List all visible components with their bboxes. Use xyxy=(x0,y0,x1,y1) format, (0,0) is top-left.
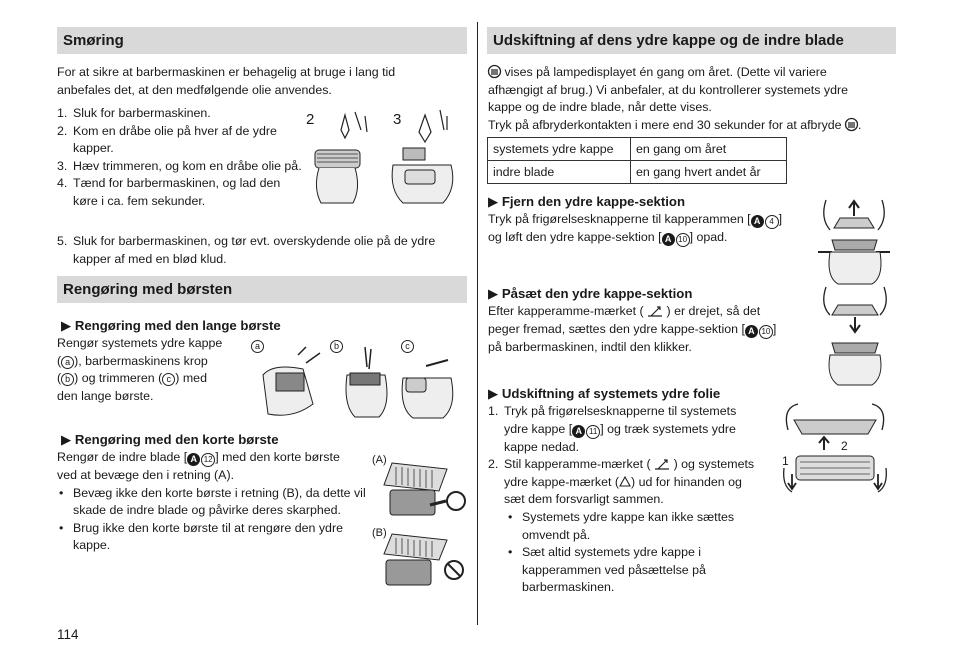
smoring-step-3: 3. Hæv trimmeren, og kom en dråbe olie på. xyxy=(57,158,302,173)
short-brush-prohibited-illustration xyxy=(382,530,467,592)
foil-figure-label-1-left: 1 xyxy=(782,454,789,468)
oil-figure-label-3: 3 xyxy=(393,111,402,128)
column-divider xyxy=(477,22,478,625)
foil-heading: ▶ Udskiftning af systemets ydre folie xyxy=(488,386,721,401)
circle-label-c: c xyxy=(162,373,175,386)
badge-number: 12 xyxy=(201,453,215,467)
foil-steps xyxy=(488,403,773,597)
long-brush-heading: ▶ Rengøring med den lange børste xyxy=(61,318,281,333)
short-brush-heading: ▶ Rengøring med den korte børste xyxy=(61,432,279,447)
badge-a-icon: A xyxy=(572,425,585,438)
smoring-steps xyxy=(57,105,302,211)
section-title-smoring: Smøring xyxy=(57,27,467,54)
long-brush-outer-cap-illustration xyxy=(258,345,328,420)
remove-outer-cap-illustration xyxy=(812,190,897,285)
smoring-step-1: 1. Sluk for barbermaskinen. xyxy=(57,106,211,120)
replacement-schedule-table xyxy=(487,137,787,184)
oil-shaver-head-illustration xyxy=(305,110,385,205)
long-brush-trimmer-illustration xyxy=(398,358,458,420)
triangle-mark-icon xyxy=(619,476,631,487)
shaver-head-lamp-icon xyxy=(845,118,858,131)
badge-number: 11 xyxy=(586,425,600,439)
attach-outer-cap-illustration xyxy=(818,285,893,385)
table-cell: en gang hvert andet år xyxy=(631,161,787,184)
figure-label-B: (B) xyxy=(372,527,387,539)
badge-a-icon: A xyxy=(662,233,675,246)
circle-label-b: b xyxy=(61,373,74,386)
badge-a-icon: A xyxy=(751,215,764,228)
triangle-right-icon: ▶ xyxy=(488,194,499,209)
short-brush-bullet-1: • Bevæg ikke den korte børste i retning (B), da dette vil skade de indre blade og påvirke deres skarphed. xyxy=(59,485,366,518)
udskiftning-intro: vises på lampedisplayet én gang om året. (Dette vil variere afhængigt af brug.) Vi anbefaler, at du kontrollerer systemets ydre kappe og de indre blade, når dette vises. Tryk på afbryderkontakten i mere end 30 sekunder for at afbryde . xyxy=(488,65,862,132)
short-brush-text: Rengør de indre blade [ A 12 ] med den korte børste ved at bevæge den i retning (A). • Bevæg ikke den korte børste i retning (B), da dette vil skade de indre blade og påvirke deres skarphed. • Brug ikke den korte børste til at rengøre den ydre kappe. xyxy=(57,449,367,555)
foil-figure-label-2: 2 xyxy=(841,439,848,453)
frame-mark-icon xyxy=(647,305,663,317)
badge-number: 4 xyxy=(765,215,779,229)
figure-label-a: a xyxy=(251,340,264,353)
foil-step-1: 1. Tryk på frigørelsesknapperne til systemets ydre kappe [ A 11 ] og træk systemets ydre kappe nedad. xyxy=(488,404,737,454)
badge-number: 10 xyxy=(759,325,773,339)
badge-number: 10 xyxy=(676,233,690,247)
attach-heading: ▶ Påsæt den ydre kappe-sektion xyxy=(488,286,693,301)
smoring-step-4: 4. Tænd for barbermaskinen, og lad den køre i ca. fem sekunder. xyxy=(57,176,281,208)
triangle-right-icon: ▶ xyxy=(488,386,499,401)
section-title-udskiftning: Udskiftning af dens ydre kappe og de indre blade xyxy=(487,27,896,54)
oil-trimmer-illustration xyxy=(385,110,465,205)
triangle-right-icon: ▶ xyxy=(488,286,499,301)
smoring-step-2: 2. Kom en dråbe olie på hver af de ydre kapper. xyxy=(57,123,277,156)
badge-a-icon: A xyxy=(187,453,200,466)
remove-heading: ▶ Fjern den ydre kappe-sektion xyxy=(488,194,686,209)
smoring-step-5: 5. Sluk for barbermaskinen, og tør evt. overskydende olie på de ydre kapper af med en blød klud. xyxy=(57,234,436,266)
foil-bullet-2: • Sæt altid systemets ydre kappe i kapperammen ved påsættelse på barbermaskinen. xyxy=(508,545,706,595)
table-row xyxy=(488,138,787,161)
triangle-right-icon: ▶ xyxy=(61,432,72,447)
table-row xyxy=(488,161,787,184)
table-cell: en gang om året xyxy=(631,138,787,161)
frame-mark-icon xyxy=(654,458,670,470)
table-cell: indre blade xyxy=(488,161,631,184)
long-brush-text: Rengør systemets ydre kappe ( a ), barbermaskinens krop ( b ) og trimmeren ( c ) med den lange børste. xyxy=(57,336,223,403)
short-brush-ok-illustration xyxy=(382,455,467,527)
section-title-rengoring: Rengøring med børsten xyxy=(57,276,467,303)
badge-a-icon: A xyxy=(745,325,758,338)
long-brush-body-illustration xyxy=(335,345,395,420)
oil-figure-label-2: 2 xyxy=(306,111,315,128)
smoring-intro: For at sikre at barbermaskinen er behagelig at bruge i lang tid anbefales det, at den medfølgende olie anvendes. xyxy=(57,65,396,97)
figure-label-A: (A) xyxy=(372,454,387,466)
foil-replacement-illustration xyxy=(780,400,890,510)
remove-text: Tryk på frigørelsesknapperne til kapperammen [ A 4 ] og løft den ydre kappe-sektion [ A 10 ] opad. xyxy=(488,211,808,247)
shaver-head-lamp-icon xyxy=(488,65,504,79)
short-brush-bullet-2: • Brug ikke den korte børste til at rengøre den ydre kappe. xyxy=(59,520,343,553)
triangle-right-icon: ▶ xyxy=(61,318,72,333)
table-cell: systemets ydre kappe xyxy=(488,138,631,161)
foil-step-2: 2. Stil kapperamme-mærket ( ) og systemets ydre kappe-mærket ( ) ud for hinanden og sæt dem forsvarligt sammen. • Systemets ydre kappe kan ikke sættes omvendt på. • Sæt altid systemets ydre kappe i kapperammen ved påsættelse på barbermaskinen. xyxy=(488,456,773,597)
attach-text: Efter kapperamme-mærket ( ) er drejet, så det peger fremad, sættes den ydre kappe-sektion [ A 10 ] på barbermaskinen, indtil den klikker. xyxy=(488,304,777,354)
figure-label-b: b xyxy=(330,340,343,353)
circle-label-a: a xyxy=(61,356,74,369)
figure-label-c: c xyxy=(401,340,414,353)
foil-bullet-1: • Systemets ydre kappe kan ikke sættes omvendt på. xyxy=(508,509,735,542)
page-number: 114 xyxy=(57,627,79,642)
